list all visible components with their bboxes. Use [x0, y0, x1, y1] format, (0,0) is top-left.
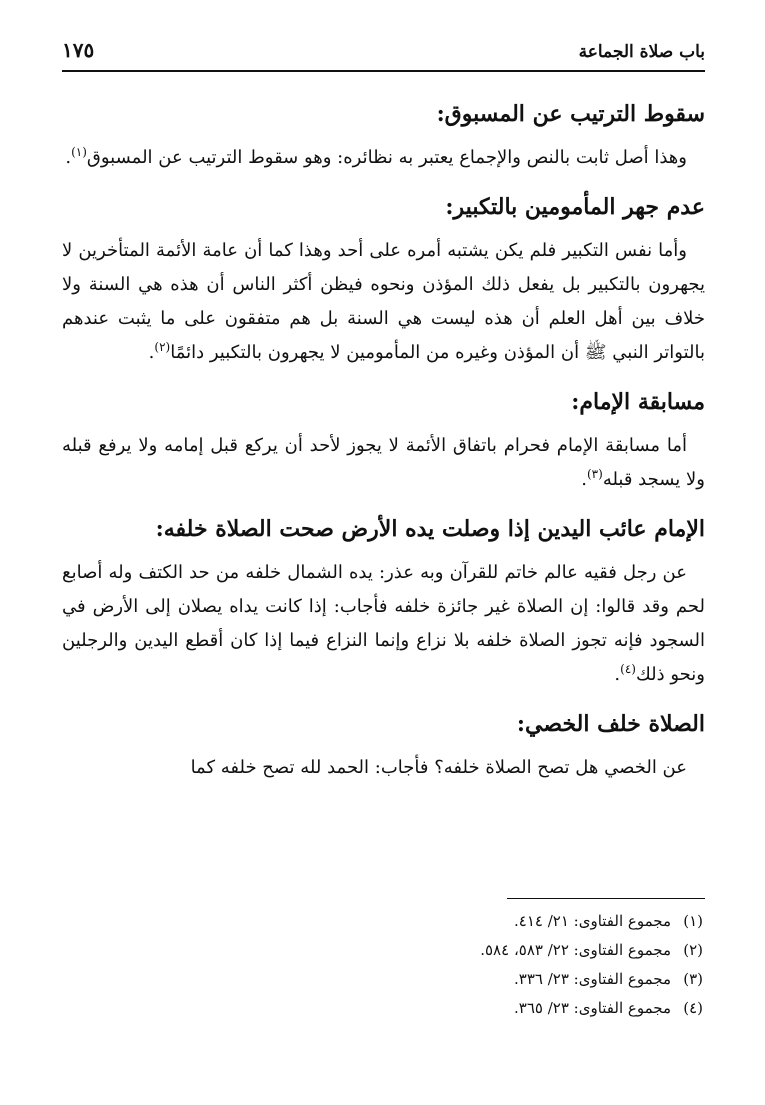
footnote-ref: (٣) [586, 467, 603, 481]
section-paragraph [62, 751, 705, 785]
section-paragraph [62, 429, 705, 497]
paragraph-end: . [148, 342, 155, 363]
paragraph-text: عن رجل فقيه عالم خاتم للقرآن وبه عذر: يده الشمال خلفه من حد الكتف وله أصابع لحم وقد قالوا: إن الصلاة غير جائزة خلفه فأجاب: إذا كانت يداه يصلان إلى الأرض في السجود فإنه تجوز الصلاة خلفه بلا نزاع وإنما النزاع فيما إذا كان أقطع اليدين والرجلين ونحو ذلك [62, 562, 705, 685]
section-eunuch-imam [62, 708, 705, 785]
footnote-text: مجموع الفتاوى: ٢٣/ ٣٦٥. [514, 999, 671, 1017]
section-heading: الإمام عائب اليدين إذا وصلت يده الأرض صحت الصلاة خلفه: [155, 516, 705, 542]
book-page [62, 0, 705, 1105]
running-title: باب صلاة الجماعة [578, 42, 705, 62]
section-heading: عدم جهر المأمومين بالتكبير: [445, 194, 705, 220]
section-paragraph [62, 141, 705, 175]
footnote-text: مجموع الفتاوى: ٢١/ ٤١٤. [514, 912, 671, 930]
paragraph-text: وهذا أصل ثابت بالنص والإجماع يعتبر به نظائره: وهو سقوط الترتيب عن المسبوق [86, 147, 687, 168]
paragraph-text: عن الخصي هل تصح الصلاة خلفه؟ فأجاب: الحمد لله تصح خلفه كما [190, 757, 687, 778]
page-number: ١٧٥ [62, 38, 95, 62]
running-header [62, 36, 705, 72]
section-imam-hand-defect [62, 513, 705, 692]
footnote-number: (٣) [683, 970, 703, 988]
footnote-text: مجموع الفتاوى: ٢٣/ ٣٣٦. [514, 970, 671, 988]
footnote-number: (١) [683, 912, 703, 930]
section-heading: سقوط الترتيب عن المسبوق: [436, 101, 705, 127]
paragraph-text: أما مسابقة الإمام فحرام باتفاق الأئمة لا يجوز لأحد أن يركع قبل إمامه ولا يرفع قبله ولا يسجد قبله [62, 435, 705, 490]
footnote-item [62, 907, 705, 936]
footnote-item [62, 936, 705, 965]
footnote-divider [507, 898, 705, 899]
footnote-ref: (٢) [154, 340, 171, 354]
section-preceding-imam [62, 386, 705, 497]
footnotes [62, 898, 705, 1023]
section-heading: مسابقة الإمام: [571, 389, 705, 415]
section-paragraph [62, 234, 705, 370]
footnote-item [62, 965, 705, 994]
section-takbir-loud [62, 191, 705, 370]
footnote-ref: (١) [71, 145, 87, 159]
footnote-item [62, 994, 705, 1023]
section-paragraph [62, 556, 705, 692]
paragraph-end: . [614, 664, 621, 685]
footnote-text: مجموع الفتاوى: ٢٢/ ٥٨٣، ٥٨٤. [480, 941, 671, 959]
paragraph-end: . [65, 147, 72, 168]
page-body [62, 98, 705, 801]
paragraph-end: . [581, 469, 587, 490]
section-sequence-latecomer [62, 98, 705, 175]
paragraph-text: وأما نفس التكبير فلم يكن يشتبه أمره على أحد وهذا كما أن عامة الأئمة المتأخرين لا يجهرون بالتكبير بل يفعل ذلك المؤذن ونحوه فيظن أكثر الناس أن هذه هي السنة ولا خلاف بين أهل العلم أن هذه ليست هي السنة بل هم متفقون على ما يثبت عندهم بالتواتر النبي ﷺ أن المؤذن وغيره من المأمومين لا يجهرون بالتكبير دائمًا [62, 240, 705, 363]
footnote-number: (٤) [683, 999, 703, 1017]
footnote-ref: (٤) [620, 662, 636, 676]
footnote-number: (٢) [683, 941, 703, 959]
section-heading: الصلاة خلف الخصي: [516, 711, 705, 737]
